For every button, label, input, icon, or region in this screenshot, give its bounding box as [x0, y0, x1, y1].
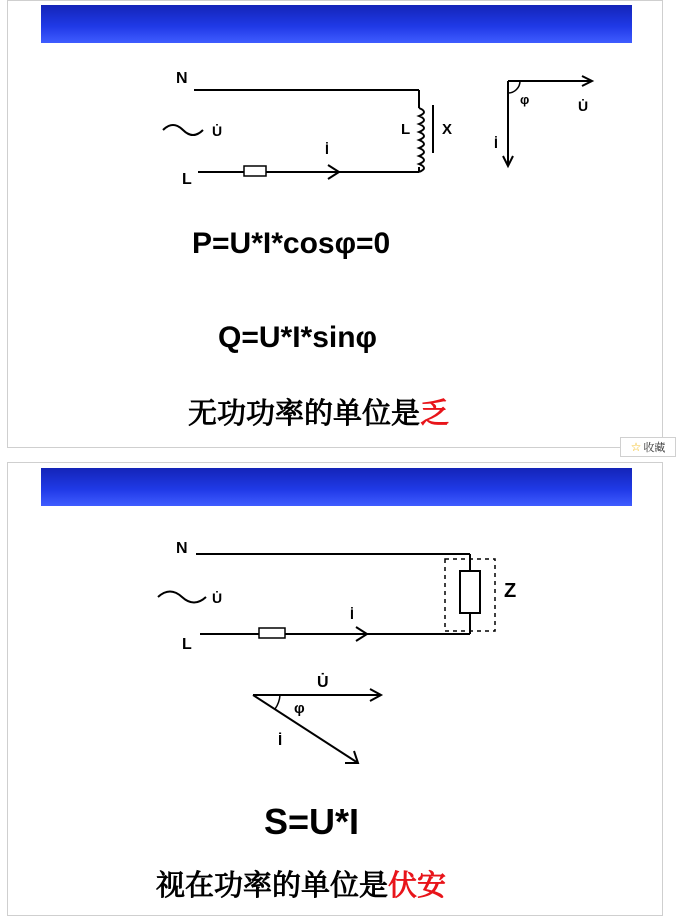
label-l: L [182, 171, 192, 188]
inductive-phasor-diagram [8, 1, 663, 448]
label-coil-l: L [401, 121, 411, 138]
label-z: Z [504, 580, 517, 602]
phi-arc [275, 695, 280, 709]
formula-active-power: P=U*I*cosφ=0 [192, 227, 391, 260]
label-phasor-i: İ [278, 732, 283, 749]
label-phasor-u: U̇ [578, 98, 589, 114]
label-source-voltage: U̇ [212, 123, 223, 139]
label-l: L [182, 636, 192, 653]
label-phi: φ [520, 92, 530, 107]
favorite-label: 收藏 [643, 441, 666, 454]
phi-arc [508, 81, 520, 93]
caption-text: 视在功率的单位是 [156, 868, 389, 902]
star-icon: ☆ [630, 440, 642, 454]
favorite-button[interactable] [620, 437, 676, 457]
label-n: N [176, 70, 188, 87]
formula-reactive-power: Q=U*I*sinφ [218, 321, 378, 354]
caption-unit-highlight: 伏安 [388, 868, 447, 902]
caption-unit-highlight: 乏 [420, 396, 450, 430]
phasor-i-line [253, 695, 358, 763]
impedance-phasor-diagram [8, 463, 663, 916]
label-phasor-i: İ [494, 135, 498, 151]
caption-text: 无功功率的单位是 [188, 396, 421, 430]
label-current: İ [325, 141, 329, 157]
formula-apparent-power: S=U*I [264, 801, 360, 842]
slide-panel-reactive-power [7, 0, 663, 448]
label-source-voltage: U̇ [212, 590, 223, 606]
slide-panel-apparent-power [7, 462, 663, 916]
label-phi: φ [294, 700, 305, 717]
label-coil-x: X [442, 121, 453, 138]
caption-apparent-unit [156, 863, 446, 904]
label-phasor-u: U̇ [317, 674, 329, 691]
caption-reactive-unit [188, 391, 449, 432]
label-n: N [176, 540, 188, 557]
label-current: İ [350, 606, 354, 622]
